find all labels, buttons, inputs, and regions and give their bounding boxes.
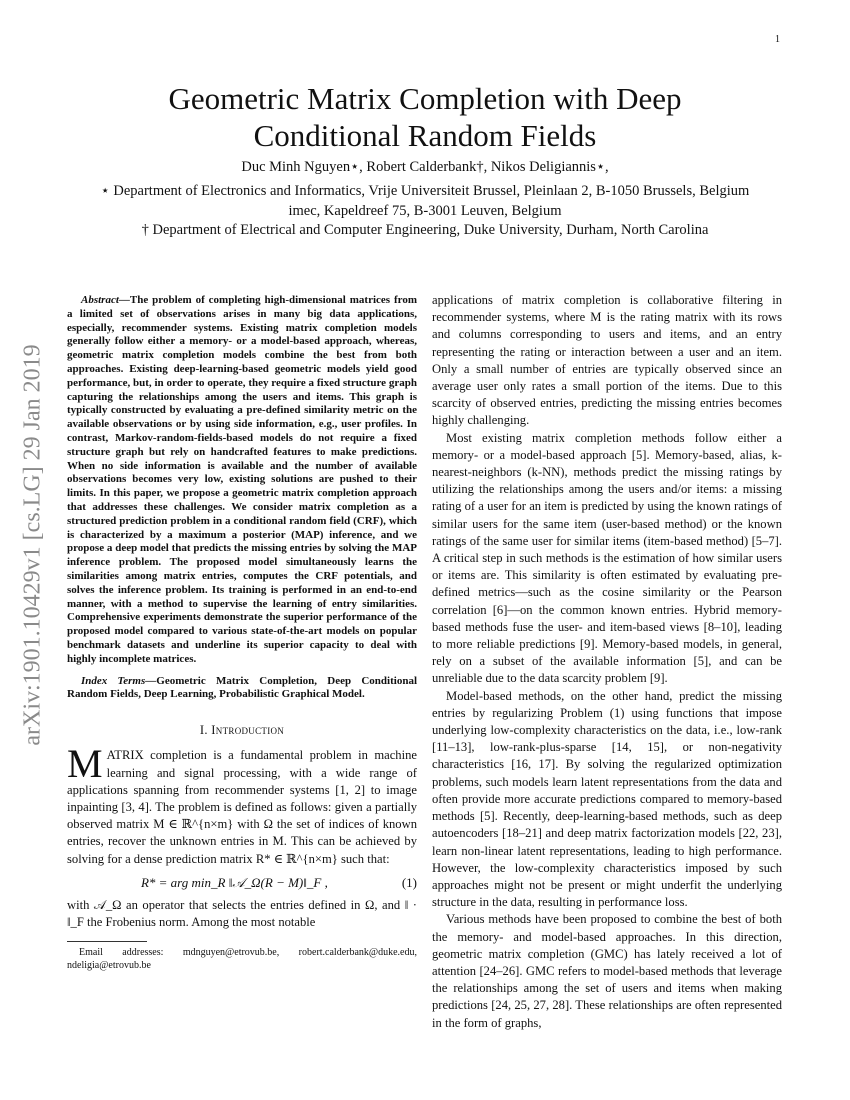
abstract [67,294,417,667]
right-column [432,292,782,1032]
right-paragraph-1: applications of matrix completion is collaborative filtering in recommender systems, where M is the rating matrix with its rows and columns corresponding to users and items, and an entry representing the rating or interaction between a user and an item. Only a small number of entries are typically observed since an average user only rates a small portion of the items. Due to this scarcity of observed entries, predicting the missing entries becomes highly challenging. [432,293,782,428]
equation-body: R* = arg min_R ‖𝒜_Ω(R − M)‖_F , [140,874,328,890]
intro-text-1: completion is a fundamental problem in machine learning and signal processing, with a wide range of applications spanning from recommender systems [1, 2] to image inpainting [3, 4]. The problem is defined as follows: given a partially observed matrix M ∈ ℝ^{n×m} with Ω the set of indices of known entries, recover the unknown entries in M. This can be achieved by solving for a dense prediction matrix R* ∈ ℝ^{n×m} such that: [67,748,417,866]
footnote-emails: Email addresses: mdnguyen@etrovub.be, robert.calderbank@duke.edu, ndeligia@etrovub.be [67,947,417,972]
drop-cap: M [67,741,103,787]
abstract-text: The problem of completing high-dimensional matrices from a limited set of observations arises in many big data applications, especially, recommender systems. Existing matrix completion models generally follow either a memory- or a model-based approach, whereas, geometric matrix completion models combine the best from both approaches. Existing deep-learning-based geometric models yield good performance, but, in order to operate, they require a fixed structure graph capturing the relationships among the users and items. This graph is typically constructed by evaluating a pre-defined similarity metric on the available observations or by using side information, e.g., user profiles. In contrast, Markov-random-fields-based models do not require a fixed structure graph but rely on handcrafted features to make predictions. When no side information is available and the number of available observations becomes very low, existing solutions are pushed to their limits. In this paper, we propose a geometric matrix completion approach that addresses these challenges. We consider matrix completion as a structured prediction problem in a conditional random field (CRF), which is characterized by a maximum a posterior (MAP) inference, and we propose a deep model that predicts the missing entries by solving the MAP inference problem. The proposed model simultaneously learns the similarities among matrix entries, computes the CRF potentials, and solves the inference problem. Its training is performed in an end-to-end manner, with a method to supervise the learning of entry similarities. Comprehensive experiments demonstrate the superior performance of the proposed model compared to various state-of-the-art models on popular benchmark datasets and underline its superior capacity to deal with highly incomplete matrices. [67,294,417,665]
affiliation-1: ⋆ Department of Electronics and Informatics, Vrije Universiteit Brussel, Pleinlaan 2, B-1050 Brussels, Belgium [100,183,750,199]
footnote-rule [67,941,147,942]
affiliation-2: imec, Kapeldreef 75, B-3001 Leuven, Belgium [288,203,562,219]
index-terms-label: Index Terms— [81,674,157,687]
page-number: 1 [775,34,780,45]
abstract-label: Abstract— [81,294,130,306]
right-paragraph-4: Various methods have been proposed to combine the best of both the memory- and model-based approaches. In this direction, geometric matrix completion (GMC) has lately received a lot of attention [24–26]. GMC refers to model-based methods that leverage the relationships among the set of users and items when making predictions [24, 25, 27, 28]. These relationships are often represented in the form of graphs, [432,912,782,1030]
intro-paragraph-2: with 𝒜_Ω an operator that selects the entries defined in Ω, and ‖ · ‖_F the Frobenius norm. Among the most notable [67,897,417,930]
right-paragraph-3: Model-based methods, on the other hand, predict the missing entries by regularizing Problem (1) using functions that impose underlying low-complexity characteristics on the data, i.e., low-rank [11–13], low-rank-plus-sparse [14, 15], or non-negativity characteristics [16, 17]. By solving the regularized optimization problems, such models learn latent representations from the data and often provide more accurate predictions compared to memory-based methods [5]. Recently, deep-learning-based methods, such as deep autoencoders [18–21] and deep matrix factorization models [22, 23], learn non-linear latent representations, leading to high performance. However, the low-complexity characteristics imposed by such approaches might not be present or might underfit the underlying structure in the data, resulting in performance loss. [432,688,782,910]
first-word: ATRIX [106,748,144,763]
index-terms-text: Geometric Matrix Completion, Deep Conditional Random Fields, Deep Learning, Probabilistic Graphical Model. [67,674,417,701]
author-list: Duc Minh Nguyen⋆, Robert Calderbank†, Nikos Deligiannis⋆, [241,159,609,175]
paper-title: Geometric Matrix Completion with Deep Conditional Random Fields [168,81,682,153]
left-column [67,294,417,972]
arxiv-stamp: arXiv:1901.10429v1 [cs.LG] 29 Jan 2019 [19,344,46,746]
affiliation-3: † Department of Electrical and Computer Engineering, Duke University, Durham, North Carolina [141,222,709,238]
right-paragraph-2: Most existing matrix completion methods follow either a memory- or a model-based approach [5]. Memory-based, alias, k-nearest-neighbors (k-NN), methods predict the missing ratings by utilizing the relationships among the users and/or items: a missing rating of a user for an item is predicted by using the known ratings of similar users for the same item (user-based method) or the known ratings of the same user for similar items (item-based method) [5–7]. A critical step in such methods is the estimation of how similar users or items are. This similarity is often estimated by evaluating pre-defined metrics—such as the cosine similarity or the Pearson correlation [6]—on the common known entries. Hybrid memory-based methods fuse the user- and item-based views [8–10], leading to more reliable predictions [9]. Memory-based models, in general, rely on a subset of the available information [5], and can be unreliable due to the data scarcity problem [9]. [432,430,782,686]
equation-number: (1) [401,874,417,890]
equation-1 [67,874,417,891]
intro-paragraph-1 [67,741,417,867]
index-terms [67,675,417,703]
section-heading-introduction: I. Introduction [199,723,285,738]
